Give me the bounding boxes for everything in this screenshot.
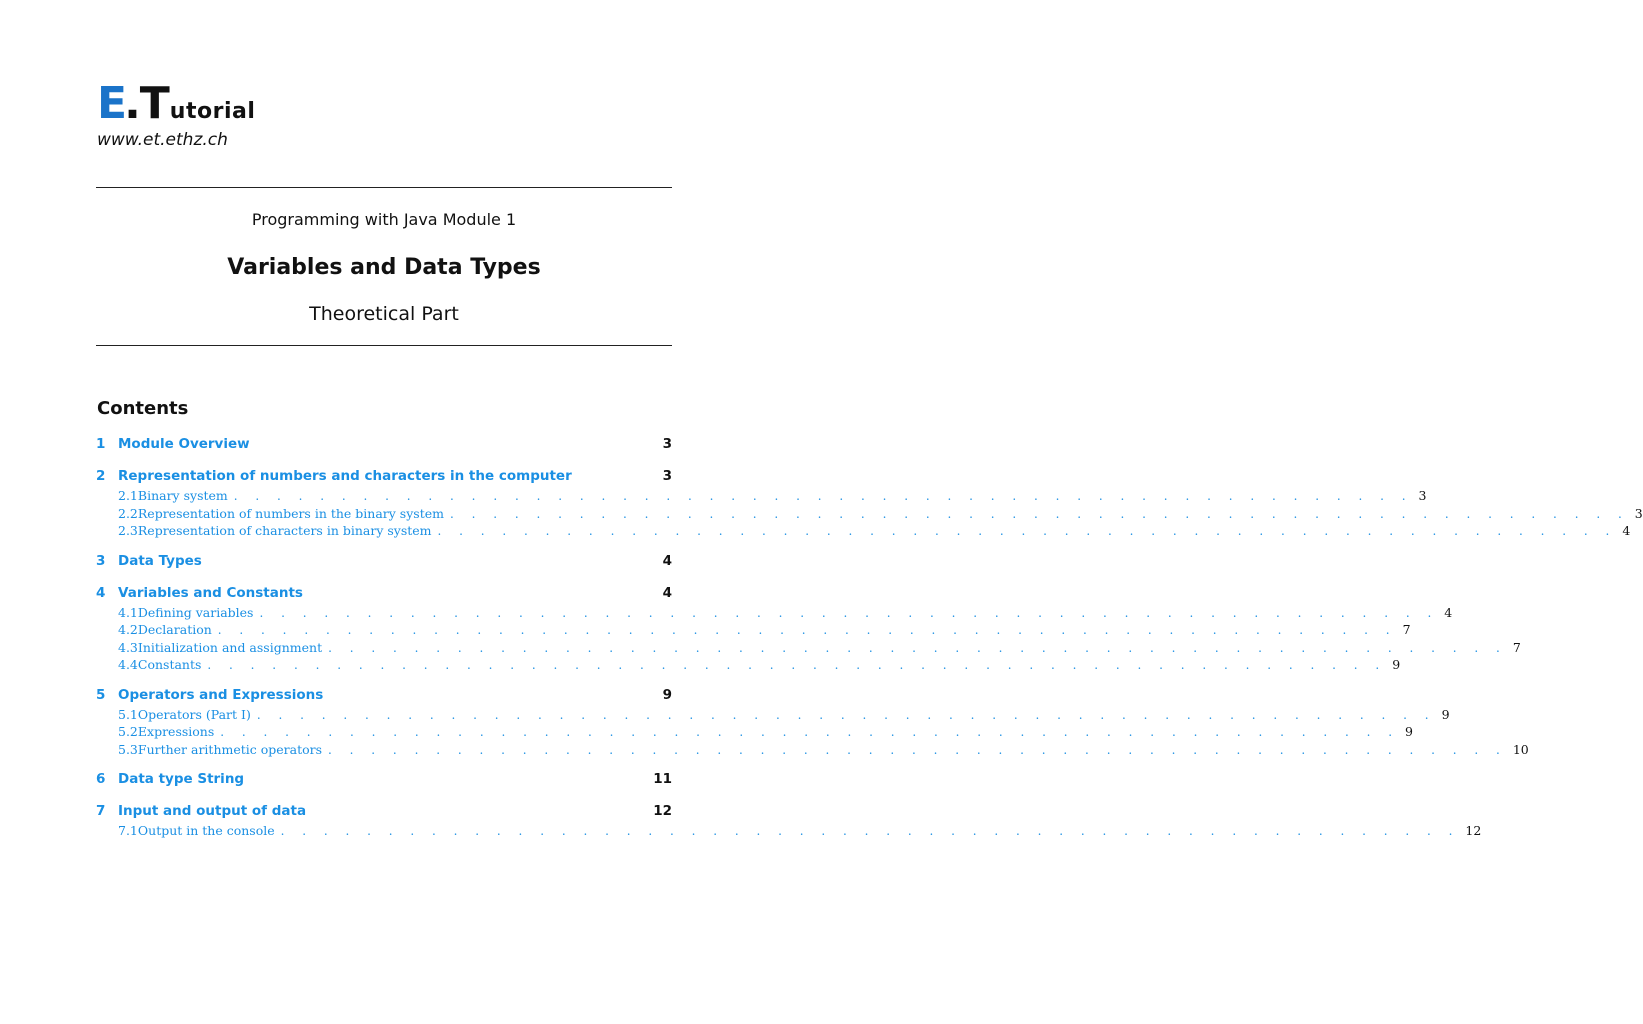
toc-subsection-number[interactable]: 2.2 bbox=[118, 505, 138, 521]
toc-section-page: 4 bbox=[662, 552, 672, 569]
toc-dot-leader: . . . . . . . . . . . . . . . . . . . . . . . . . . . . . . . . . . . . . . . . . . . . . . . . . . . . . . . bbox=[437, 524, 1617, 538]
toc-section-number[interactable]: 6 bbox=[96, 771, 106, 787]
logo-wordmark bbox=[97, 78, 256, 129]
toc-subsection-5.2[interactable] bbox=[96, 724, 1413, 742]
toc-subsection-page: 4 bbox=[1444, 604, 1453, 620]
document-part: Theoretical Part bbox=[309, 303, 459, 325]
toc-subsection-5.1[interactable] bbox=[96, 706, 1450, 725]
toc-section-3[interactable] bbox=[96, 553, 672, 573]
document-subtitle: Programming with Java Module 1 bbox=[251, 210, 517, 229]
toc-subsection-5.3[interactable] bbox=[96, 741, 1529, 760]
contents-heading: Contents bbox=[97, 398, 189, 419]
toc-section-5[interactable] bbox=[96, 687, 672, 707]
toc-subsection-number[interactable]: 4.1 bbox=[118, 604, 138, 620]
toc-section-title[interactable]: Representation of numbers and characters in the computer bbox=[118, 468, 572, 484]
toc-section-page: 3 bbox=[662, 436, 672, 452]
toc-subsection-page: 9 bbox=[1392, 657, 1401, 672]
toc-section-number[interactable]: 5 bbox=[96, 686, 106, 703]
toc-dot-leader: . . . . . . . . . . . . . . . . . . . . . . . . . . . . . . . . . . . . . . . . . . . . . . . . . . . . . . . bbox=[207, 658, 1387, 672]
toc-dot-leader: . . . . . . . . . . . . . . . . . . . . . . . . . . . . . . . . . . . . . . . . . . . . . . . . . . . . . . . bbox=[233, 489, 1413, 503]
top-rule bbox=[96, 187, 672, 188]
toc-section-title[interactable]: Data type String bbox=[118, 771, 245, 787]
toc-subsection-4.2[interactable] bbox=[96, 622, 1411, 640]
toc-subsection-title[interactable]: Representation of numbers in the binary system bbox=[137, 505, 444, 521]
toc-section-7[interactable] bbox=[96, 803, 672, 823]
toc-section-title[interactable]: Operators and Expressions bbox=[118, 686, 324, 703]
toc-subsection-title[interactable]: Defining variables bbox=[137, 604, 254, 620]
toc-section-number[interactable]: 7 bbox=[96, 803, 106, 819]
toc-subsection-title[interactable]: Initialization and assignment bbox=[137, 639, 323, 655]
logo-dot: . bbox=[124, 78, 141, 129]
toc-subsection-title[interactable]: Binary system bbox=[137, 488, 228, 503]
toc-subsection-7.1[interactable] bbox=[96, 823, 1482, 841]
toc-subsection-number[interactable]: 5.3 bbox=[118, 741, 138, 757]
toc-section-page: 11 bbox=[653, 771, 672, 787]
toc-section-page: 12 bbox=[653, 803, 672, 819]
toc-gap bbox=[96, 456, 672, 468]
bottom-rule bbox=[96, 345, 672, 346]
toc-section-4[interactable] bbox=[96, 585, 672, 605]
toc-subsection-title[interactable]: Constants bbox=[137, 657, 202, 672]
toc-subsection-title[interactable]: Operators (Part I) bbox=[137, 706, 251, 722]
toc-dot-leader: . . . . . . . . . . . . . . . . . . . . . . . . . . . . . . . . . . . . . . . . . . . . . . . . . . . . . . . bbox=[328, 742, 1507, 757]
toc-subsection-2.1[interactable] bbox=[96, 488, 1427, 506]
toc-subsection-number[interactable]: 4.3 bbox=[118, 639, 138, 655]
toc-section-title[interactable]: Data Types bbox=[118, 552, 202, 569]
logo-letter-e: E bbox=[97, 78, 127, 129]
toc-subsection-number[interactable]: 7.1 bbox=[118, 823, 138, 838]
toc-subsection-title[interactable]: Expressions bbox=[137, 724, 215, 739]
toc-dot-leader: . . . . . . . . . . . . . . . . . . . . . . . . . . . . . . . . . . . . . . . . . . . . . . . . . . . . . . . bbox=[449, 506, 1629, 521]
toc-subsection-4.1[interactable] bbox=[96, 604, 1453, 623]
toc-dot-leader: . . . . . . . . . . . . . . . . . . . . . . . . . . . . . . . . . . . . . . . . . . . . . . . . . . . . . . . bbox=[328, 640, 1507, 655]
toc-subsection-number[interactable]: 4.4 bbox=[118, 657, 138, 672]
toc-dot-leader: . . . . . . . . . . . . . . . . . . . . . . . . . . . . . . . . . . . . . . . . . . . . . . . . . . . . . . . bbox=[220, 725, 1400, 739]
logo-url: www.et.ethz.ch bbox=[97, 130, 228, 150]
toc-subsection-number[interactable]: 5.2 bbox=[118, 724, 138, 739]
logo-rest: utorial bbox=[169, 99, 256, 124]
toc-dot-leader: . . . . . . . . . . . . . . . . . . . . . . . . . . . . . . . . . . . . . . . . . . . . . . . . . . . . . . . bbox=[256, 707, 1436, 722]
toc-subsection-page: 9 bbox=[1441, 706, 1450, 722]
toc-section-title[interactable]: Variables and Constants bbox=[118, 584, 303, 601]
toc-section-page: 4 bbox=[662, 584, 672, 601]
toc-subsection-4.3[interactable] bbox=[96, 639, 1521, 658]
toc-dot-leader: . . . . . . . . . . . . . . . . . . . . . . . . . . . . . . . . . . . . . . . . . . . . . . . . . . . . . . . bbox=[280, 824, 1460, 838]
toc-section-6[interactable] bbox=[96, 771, 672, 791]
toc-subsection-title[interactable]: Further arithmetic operators bbox=[137, 741, 323, 757]
logo-letter-t: T bbox=[139, 78, 170, 129]
toc-subsection-number[interactable]: 2.3 bbox=[118, 523, 138, 538]
toc-subsection-page: 4 bbox=[1622, 523, 1631, 538]
toc-section-title[interactable]: Input and output of data bbox=[118, 803, 307, 819]
toc-subsection-title[interactable]: Output in the console bbox=[137, 823, 275, 838]
toc-dot-leader: . . . . . . . . . . . . . . . . . . . . . . . . . . . . . . . . . . . . . . . . . . . . . . . . . . . . . . . bbox=[259, 605, 1439, 620]
toc-subsection-title[interactable]: Declaration bbox=[137, 622, 212, 637]
toc-gap bbox=[96, 541, 672, 553]
toc-subsection-page: 9 bbox=[1405, 724, 1413, 739]
toc-subsection-4.4[interactable] bbox=[96, 657, 1401, 675]
toc-section-1[interactable] bbox=[96, 436, 672, 456]
toc-subsection-title[interactable]: Representation of characters in binary system bbox=[137, 523, 432, 538]
toc-section-number[interactable]: 4 bbox=[96, 584, 106, 601]
toc-section-title[interactable]: Module Overview bbox=[118, 436, 250, 452]
toc-subsection-page: 3 bbox=[1418, 488, 1427, 503]
document-title: Variables and Data Types bbox=[227, 255, 541, 280]
etutorial-logo bbox=[97, 78, 256, 150]
toc-section-page: 9 bbox=[662, 686, 672, 703]
toc-gap bbox=[96, 759, 672, 771]
toc-section-number[interactable]: 3 bbox=[96, 552, 106, 569]
toc-subsection-2.3[interactable] bbox=[96, 523, 1631, 541]
toc-subsection-page: 3 bbox=[1634, 505, 1643, 521]
toc-section-number[interactable]: 1 bbox=[96, 436, 106, 452]
toc-subsection-page: 7 bbox=[1512, 639, 1521, 655]
toc-section-number[interactable]: 2 bbox=[96, 468, 106, 484]
toc-dot-leader: . . . . . . . . . . . . . . . . . . . . . . . . . . . . . . . . . . . . . . . . . . . . . . . . . . . . . . . bbox=[217, 623, 1397, 637]
toc-subsection-page: 12 bbox=[1465, 823, 1482, 838]
toc-subsection-page: 10 bbox=[1512, 741, 1529, 757]
toc-section-2[interactable] bbox=[96, 468, 672, 488]
table-of-contents bbox=[96, 436, 1643, 841]
toc-gap bbox=[96, 675, 672, 687]
toc-gap bbox=[96, 791, 672, 803]
toc-subsection-number[interactable]: 4.2 bbox=[118, 622, 138, 637]
toc-subsection-number[interactable]: 5.1 bbox=[118, 706, 138, 722]
toc-section-page: 3 bbox=[662, 468, 672, 484]
toc-subsection-page: 7 bbox=[1402, 622, 1411, 637]
toc-gap bbox=[96, 573, 672, 585]
toc-subsection-2.2[interactable] bbox=[96, 505, 1643, 524]
toc-subsection-number[interactable]: 2.1 bbox=[118, 488, 138, 503]
